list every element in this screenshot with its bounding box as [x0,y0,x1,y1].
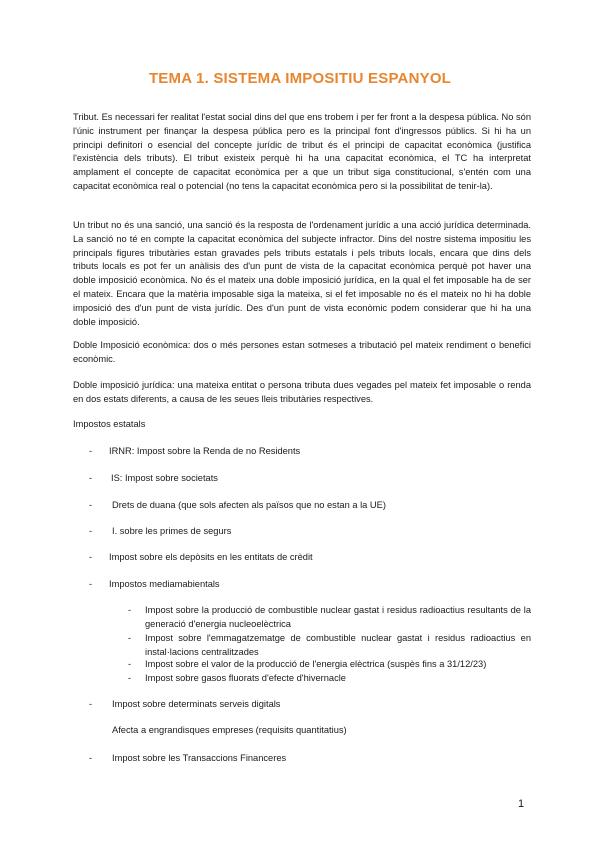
paragraph-sancio: Un tribut no és una sanció, una sanció és la resposta de l'ordenament jurídic a una acció jurídica determinada. La sanció no té en compte la capacitat econòmica del subjecte infractor. Dins del nostre sistema impositiu les principals figures tributàries estan gravades pels tributs estatals i pels tributs locals, encara que dins dels tributs locals es pot fer un anàlisis des d'un punt de vista de la capacitat econòmica perquè pot haver una doble imposició econòmica. No és el mateix una doble imposició jurídica, en la qual el fet imposable ha de ser el mateix. Encara que la matèria imposable siga la mateixa, si el fet imposable no és el mateix no hi ha doble imposició des d'un punt de vista jurídic. Des d'un punt de vista econòmic podem considerar que hi ha una doble imposició. [73,220,531,327]
sublist-item-text: Impost sobre la producció de combustible nuclear gastat i residus radioactius resultants de la generació d'energia nucleoelèctrica [145,605,531,629]
sublist-item [128,658,531,672]
list-item-text: I. sobre les primes de segurs [112,526,232,536]
sublist-item [128,632,531,660]
paragraph-tribut: Tribut. Es necessari fer realitat l'estat social dins del que ens trobem i per fer front a la despesa pública. No són l'únic instrument per finançar la despesa pública pero es la principal font d'ingressos públics. Si hi ha un principi definitori o esencial del concepte jurídic de tribut és el principi de capacitat econòmica (justifica l'existència dels tributs). El tribut existeix perquè hi ha una capacitat econòmica, el TC ha interpretat amplament el concepte de capacitat econòmica per a que un tribut siga constitucional, s'entén com una capacitat econòmica real o potencial (no tens la capacitat econòmica pero si la possibilitat de tenir-la). [73,112,531,191]
list-item-text: IS: Impost sobre societats [111,473,218,483]
list-item-text: Impost sobre les Transaccions Financeres [112,753,287,763]
sublist-bullet: - [128,605,132,615]
sublist-bullet: - [128,673,132,683]
document-title: TEMA 1. SISTEMA IMPOSITIU ESPANYOL [148,70,452,87]
list-item-text: Impostos mediamabientals [109,579,220,589]
list-bullet: - [89,500,93,510]
sublist-item-text: Impost sobre l'emmagatzematge de combustible nuclear gastat i residus radioactius en instal·lacions centralitzades [145,633,531,657]
list-item-text: Drets de duana (que sols afecten als països que no estan a la UE) [112,500,386,510]
list-item-note: Afecta a engrandisques empreses (requisits quantitatius) [112,725,347,735]
list-bullet: - [89,473,93,483]
paragraph-doble-juridica: Doble imposició jurídica: una mateixa entitat o persona tributa dues vegades pel mateix fet imposable o renda en dos estats diferents, a causa de les seues lleis tributàries respectives. [73,380,531,404]
list-item-text: Impost sobre els depòsits en les entitats de crèdit [109,552,313,562]
sublist-item-text: Impost sobre el valor de la producció de l'energia elèctrica (suspès fins a 31/12/23) [145,659,487,669]
section-heading: Impostos estatals [73,419,146,429]
page-number: 1 [518,798,525,810]
list-item-text: Impost sobre determinats serveis digitals [112,699,281,709]
paragraph-doble-economica: Doble Imposició econòmica: dos o més persones estan sotmeses a tributació pel mateix rendiment o benefici econòmic. [73,340,531,364]
list-bullet: - [89,526,93,536]
list-bullet: - [89,552,93,562]
list-bullet: - [89,446,93,456]
list-item-text: IRNR: Impost sobre la Renda de no Residents [109,446,301,456]
list-bullet: - [89,753,93,763]
sublist-bullet: - [128,659,132,669]
list-bullet: - [89,699,93,709]
sublist-item [128,672,531,686]
sublist-item [128,604,531,632]
sublist-bullet: - [128,633,132,643]
sublist-item-text: Impost sobre gasos fluorats d'efecte d'hivernacle [145,673,346,683]
list-bullet: - [89,579,93,589]
